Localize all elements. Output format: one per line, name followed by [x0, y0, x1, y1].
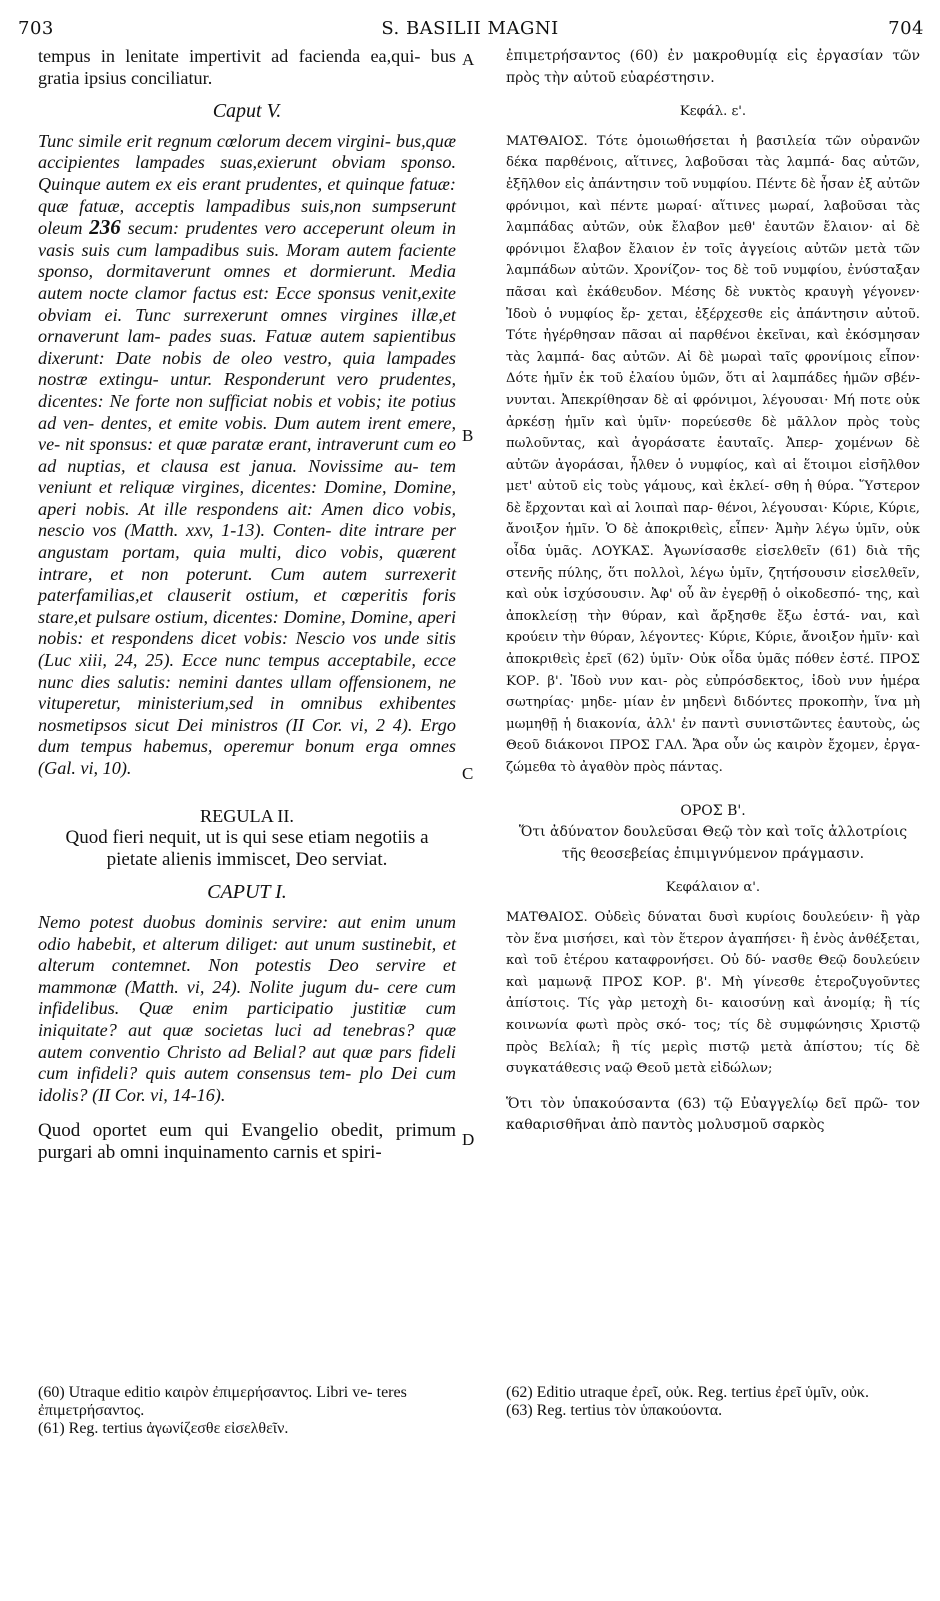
- greek-paragraph-intro: ἐπιμετρήσαντος (60) ἐν μακροθυμίᾳ εἰς ἐργασίαν τῶν πρὸς τὴν αὐτοῦ εὐαρέστησιν.: [506, 48, 920, 86]
- page-number-right: 704: [888, 18, 924, 39]
- oros-title: Ὅτι ἀδύνατον δουλεῦσαι Θεῷ τὸν καὶ τοῖς ἀλλοτρίοις τῆς θεοσεβείας ἐπιμιγνύμενον πράγμασιν.: [518, 824, 908, 862]
- oros-heading: ΟΡΟΣ Β'.: [680, 802, 746, 819]
- regula-title: Quod fieri nequit, ut is qui sese etiam negotiis a pietate alienis immiscet, Deo serviat.: [65, 827, 429, 870]
- caput-i-heading: CAPUT I.: [207, 881, 287, 904]
- kefal-1-heading: Κεφάλαιον α'.: [665, 880, 761, 896]
- greek-column: [506, 46, 920, 1137]
- greek-paragraph-two-masters: ΜΑΤΘΑΙΟΣ. Οὐδεὶς δύναται δυσὶ κυρίοις δουλεύειν· ἢ γὰρ τὸν ἕνα μισήσει, καὶ τὸν ἕτερον ἀγαπήσει· ἢ ἑνὸς ἀνθέξεται, καὶ τοῦ ἑτέρου καταφρονήσει. Οὐ δύ- νασθε Θεῷ δουλεύειν καὶ μαμωνᾷ ΠΡΟΣ ΚΟΡ. β'. Μὴ γίνεσθε ἑτεροζυγοῦντες ἀπίστοις. Τίς γὰρ μετοχὴ δι- καιοσύνῃ καὶ ἀνομίᾳ; ἢ τίς κοινωνία φωτὶ πρὸς σκό- τος; τίς δὲ συμφώνησις Χριστῷ πρὸς Βελίαλ; ἢ τίς μερὶς πιστῷ μετὰ ἀπίστου; τίς δὲ συγκατάθεσις ναῷ Θεοῦ μετὰ εἰδώλων;: [506, 909, 920, 1077]
- footnote-62: (62) Editio utraque ἐρεῖ, οὐκ. Reg. tertius ἐρεῖ ὑμῖν, οὐκ.: [506, 1384, 869, 1401]
- greek-paragraph-purification: Ὅτι τὸν ὑπακούσαντα (63) τῷ Εὐαγγελίῳ δεῖ πρῶ- τον καθαρισθῆναι ἀπὸ παντὸς μολυσμοῦ σαρκὸς: [506, 1095, 920, 1134]
- margin-letter-c: C: [462, 764, 474, 783]
- margin-letter-d: D: [462, 1130, 475, 1149]
- latin-paragraph-parable: [38, 131, 456, 780]
- column-number-236: 236: [89, 215, 121, 240]
- footnotes-right: [506, 1384, 920, 1420]
- regula-heading: REGULA II.: [200, 805, 294, 826]
- page-number-left: 703: [18, 18, 54, 39]
- footnote-61: (61) Reg. tertius ἀγωνίζεσθε εἰσελθεῖν.: [38, 1420, 289, 1437]
- parable-text-a: Tunc simile erit regnum cœlorum decem virgini- bus,quæ accipientes lampades suas,exierunt obviam sponso. Quinque autem ex eis erant prudentes, et quinque fatuæ: quæ fatuæ, acceptis lampadibus suis,non sumpserunt oleum: [38, 130, 456, 239]
- latin-paragraph-intro: tempus in lenitate impertivit ad facienda ea,qui- bus gratia ipsius conciliatur.: [38, 46, 456, 88]
- latin-paragraph-two-masters: Nemo potest duobus dominis servire: aut enim unum odio habebit, et alterum diliget: aut unum sustinebit, et alterum contemnet. Non potestis Deo servire et mammonæ (Matth. vi, 24). Nolite jugum du- cere cum infidelibus. Quæ enim participatio justitiæ cum iniquitate? aut quæ societas luci ad tenebras? quæ autem conventio Christo ad Belial? aut quæ pars fideli cum infideli? quis autem consensus tem- plo Dei cum idolis? (II Cor. vi, 14-16).: [38, 911, 456, 1105]
- footnote-60: (60) Utraque editio καιρὸν ἐπιμερήσαντος. Libri ve- teres ἐπιμετρήσαντος.: [38, 1384, 407, 1419]
- greek-paragraph-parable: ΜΑΤΘΑΙΟΣ. Τότε ὁμοιωθήσεται ἡ βασιλεία τῶν οὐρανῶν δέκα παρθένοις, αἵτινες, λαβοῦσαι τὰς λαμπά- δας αὐτῶν, ἐξῆλθον εἰς ἀπάντησιν τοῦ νυμφίου. Πέντε δὲ ἦσαν ἐξ αὐτῶν φρόνιμοι, καὶ πέντε μωραί· αἵτινες μωραί, λαβοῦσαι τὰς λαμπάδας αὐτῶν, οὐκ ἔλαβον μεθ' ἑαυτῶν ἔλαιον· αἱ δὲ φρόνιμοι ἔλαβον ἔλαιον ἐν τοῖς ἀγγείοις αὐτῶν μετὰ τῶν λαμπάδων αὐτῶν. Χρονίζον- τος δὲ τοῦ νυμφίου, ἐνύσταξαν πᾶσαι καὶ ἐκάθευδον. Μέσης δὲ νυκτὸς κραυγὴ γέγονεν· Ἰδοὺ ὁ νυμφίος ἔρ- χεται, ἐξέρχεσθε εἰς ἀπάντησιν αὐτοῦ. Τότε ἠγέρθησαν πᾶσαι αἱ παρθένοι ἐκεῖναι, καὶ ἐκόσμησαν τὰς λαμπά- δας αὐτῶν. Αἱ δὲ μωραὶ ταῖς φρονίμοις εἶπον· Δότε ἡμῖν ἐκ τοῦ ἐλαίου ὑμῶν, ὅτι αἱ λαμπάδες ἡμῶν σβέν- νυνται. Ἀπεκρίθησαν δὲ αἱ φρόνιμοι, λέγουσαι· Μή ποτε οὐκ ἀρκέσῃ ἡμῖν καὶ ὑμῖν· πορεύεσθε δὲ μᾶλλον πρὸς τοὺς πωλοῦντας, καὶ ἀγοράσατε ἑαυταῖς. Ἀπερ- χομένων δὲ αὐτῶν ἀγοράσαι, ἦλθεν ὁ νυμφίος, καὶ αἱ ἕτοιμοι εἰσῆλθον μετ' αὐτοῦ εἰς τοὺς γάμους, καὶ ἐκλεί- σθη ἡ θύρα. Ὕστερον δὲ ἔρχονται καὶ αἱ λοιπαὶ παρ- θένοι, λέγουσαι· Κύριε, Κύριε, ἄνοιξον ἡμῖν. Ὁ δὲ ἀποκριθεὶς, εἶπεν· Ἀμὴν λέγω ὑμῖν, οὐκ οἶδα ὑμᾶς. ΛΟΥΚΑΣ. Ἀγωνίσασθε εἰσελθεῖν (61) διὰ τῆς στενῆς πύλης, ὅτι πολλοὶ, λέγω ὑμῖν, ζητήσουσιν εἰσελθεῖν, καὶ οὐκ ἰσχύσουσιν. Ἀφ' οὗ ἂν ἐγερθῇ ὁ οἰκοδεσπό- της, καὶ ἀποκλείσῃ τὴν θύραν, καὶ ἄρξησθε ἔξω ἑστά- ναι, καὶ κρούειν τὴν θύραν, λέγοντες· Κύριε, Κύριε, ἄνοιξον ἡμῖν· καὶ ἀποκριθεὶς ἐρεῖ (62) ὑμῖν· Οὐκ οἶδα ὑμᾶς πόθεν ἐστέ. ΠΡΟΣ ΚΟΡ. β'. Ἰδοὺ νυν και- ρὸς εὐπρόσδεκτος, ἰδοὺ νυν ἡμέρα σωτηρίας· μηδε- μίαν ἐν μηδενὶ διδόντες προκοπὴν, ἵνα μὴ μωμηθῇ ἡ διακονία, ἀλλ' ἐν παντὶ συνιστῶντες ἑαυτοὺς, ὡς Θεοῦ διάκονοι ΠΡΟΣ ΓΑΛ. Ἄρα οὖν ὡς καιρὸν ἔχομεν, ἐργα- ζώμεθα τὸ ἀγαθὸν πρὸς πάντας.: [506, 133, 920, 775]
- margin-letter-a: A: [462, 50, 475, 69]
- caput-v-heading: Caput V.: [212, 100, 282, 123]
- kefal-5-heading: Κεφάλ. ε'.: [679, 104, 747, 120]
- footnote-63: (63) Reg. tertius τὸν ὑπακούοντα.: [506, 1402, 723, 1419]
- running-head: S. BASILII MAGNI: [381, 18, 559, 39]
- parable-text-b: secum: prudentes vero acceperunt oleum in vasis suis cum lampadibus suis. Moram autem faciente sponso, dormitaverunt omnes et dormierunt. Media autem nocte clamor factus est: Ecce sponsus venit,exite obviam ei. Tunc surrexerunt omnes virgines illæ,et ornaverunt lam- pades suas. Fatuæ autem sapientibus dixerunt: Date nobis de oleo vestro, quia lampades nostræ extingu- untur. Responderunt vero prudentes, dicentes: Ne forte non sufficiat nobis et vobis; ite potius ad ven- dentes, et emite vobis. Dum autem irent emere, ve- nit sponsus: et quæ paratæ erant, intraverunt cum eo ad nuptias, et clausa est janua. Novissime au- tem veniunt et reliquæ virgines, dicentes: Domine, Domine, aperi nobis. At ille respondens ait: Amen dico vobis, nescio vos (Matth. xxv, 1-13). Conten- dite intrare per angustam portam, quia multi, dico vobis, quærent intrare, et non poterunt. Cum autem surrexerit paterfamilias,et clauserit ostium, et cœperitis foris stare,et pulsare ostium, dicentes: Domine, Domine, aperi nobis: et respondens dicet vobis: Nescio vos unde sitis (Luc xiii, 24, 25). Ecce nunc tempus acceptabile, ecce nunc dies salutis: nemini dantes ullam offensionem, ne vituperetur, ministerium,sed in omnibus exhibentes nosmetipsos sicut Dei ministros (II Cor. vi, 2 4). Ergo dum tempus habemus, operemur bonum erga omnes (Gal. vi, 10).: [38, 218, 456, 778]
- margin-letter-b: B: [462, 426, 474, 445]
- latin-column: [38, 46, 456, 1164]
- footnotes-left: [38, 1384, 458, 1438]
- latin-paragraph-purification: Quod oportet eum qui Evangelio obedit, primum purgari ab omni inquinamento carnis et spiri-: [38, 1120, 456, 1163]
